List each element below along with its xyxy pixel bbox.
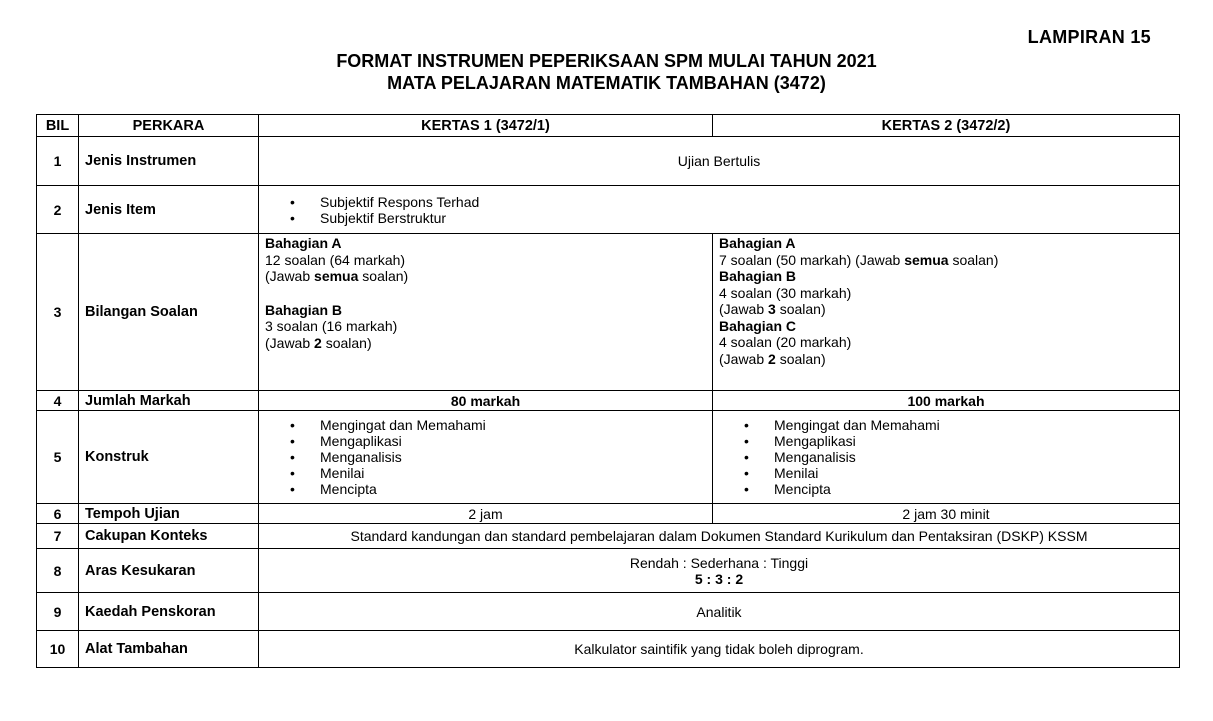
list-item: • Subjektif Berstruktur <box>265 210 1173 226</box>
section-instruction: (Jawab 3 soalan) <box>719 301 826 317</box>
list-item: • Mengingat dan Memahami <box>265 417 706 433</box>
table-header-row <box>37 115 1180 137</box>
list-item: • Mengingat dan Memahami <box>719 417 1173 433</box>
row-number: 6 <box>37 504 79 524</box>
list-item: • Mengaplikasi <box>265 433 706 449</box>
construct-list <box>719 417 1173 497</box>
list-item: • Mengaplikasi <box>719 433 1173 449</box>
row-label: Aras Kesukaran <box>79 549 259 593</box>
section-instruction: (Jawab 2 soalan) <box>719 350 826 367</box>
row-number: 10 <box>37 631 79 668</box>
header-kertas2: KERTAS 2 (3472/2) <box>713 115 1180 137</box>
section-detail: 3 soalan (16 markah) <box>265 318 398 334</box>
row-label: Kaedah Penskoran <box>79 593 259 631</box>
table-row <box>37 504 1180 524</box>
row-label: Jumlah Markah <box>79 391 259 411</box>
section-instruction: (Jawab 2 soalan) <box>265 334 372 351</box>
section-heading: Bahagian C <box>719 317 797 334</box>
section-detail: 12 soalan (64 markah) <box>265 251 406 268</box>
row-number: 2 <box>37 186 79 234</box>
exam-format-table <box>36 114 1180 668</box>
difficulty-level-value <box>259 549 1180 593</box>
list-item: • Menganalisis <box>719 449 1173 465</box>
kertas2-question-count <box>713 234 1180 391</box>
table-row <box>37 549 1180 593</box>
scoring-method-value: Analitik <box>259 593 1180 631</box>
list-item: • Subjektif Respons Terhad <box>265 194 1173 210</box>
kertas2-total-marks: 100 markah <box>713 391 1180 411</box>
row-number: 4 <box>37 391 79 411</box>
kertas1-question-count <box>259 234 713 391</box>
item-type-list <box>265 194 1173 226</box>
section-heading: Bahagian B <box>265 301 343 318</box>
appendix-label: LAMPIRAN 15 <box>1027 27 1151 47</box>
table-row <box>37 411 1180 504</box>
section-heading: Bahagian A <box>719 235 796 251</box>
kertas1-total-marks: 80 markah <box>259 391 713 411</box>
section-detail: 4 soalan (20 markah) <box>719 334 852 350</box>
row-label: Jenis Instrumen <box>79 137 259 186</box>
additional-tools-value: Kalkulator saintifik yang tidak boleh diprogram. <box>259 631 1180 668</box>
kertas1-duration: 2 jam <box>259 504 713 524</box>
section-heading: Bahagian A <box>265 235 342 251</box>
item-type-cell <box>259 186 1180 234</box>
header-kertas1: KERTAS 1 (3472/1) <box>259 115 713 137</box>
difficulty-labels: Rendah : Sederhana : Tinggi <box>629 554 809 571</box>
row-label: Bilangan Soalan <box>79 234 259 391</box>
kertas2-duration: 2 jam 30 minit <box>713 504 1180 524</box>
row-label: Alat Tambahan <box>79 631 259 668</box>
row-number: 9 <box>37 593 79 631</box>
table-row <box>37 234 1180 391</box>
table-row <box>37 524 1180 549</box>
row-number: 1 <box>37 137 79 186</box>
table-row <box>37 593 1180 631</box>
row-number: 5 <box>37 411 79 504</box>
table-row <box>37 391 1180 411</box>
row-label: Jenis Item <box>79 186 259 234</box>
document-title <box>0 50 1213 94</box>
title-line-2: MATA PELAJARAN MATEMATIK TAMBAHAN (3472) <box>387 73 826 93</box>
row-label: Tempoh Ujian <box>79 504 259 524</box>
section-heading: Bahagian B <box>719 268 797 284</box>
list-item: • Mencipta <box>719 481 1173 497</box>
row-number: 3 <box>37 234 79 391</box>
table-row <box>37 631 1180 668</box>
section-detail: 7 soalan (50 markah) (Jawab semua soalan) <box>719 251 999 268</box>
context-scope-value: Standard kandungan dan standard pembelajaran dalam Dokumen Standard Kurikulum dan Pentaksiran (DSKP) KSSM <box>259 524 1180 549</box>
row-number: 7 <box>37 524 79 549</box>
header-perkara: PERKARA <box>79 115 259 137</box>
section-detail: 4 soalan (30 markah) <box>719 284 852 301</box>
row-label: Konstruk <box>79 411 259 504</box>
list-item: • Menilai <box>265 465 706 481</box>
list-item: • Menilai <box>719 465 1173 481</box>
row-number: 8 <box>37 549 79 593</box>
section-instruction: (Jawab semua soalan) <box>265 268 409 284</box>
list-item: • Menganalisis <box>265 449 706 465</box>
difficulty-ratio: 5 : 3 : 2 <box>694 570 744 587</box>
kertas1-construct <box>259 411 713 504</box>
table-row <box>37 137 1180 186</box>
kertas2-construct <box>713 411 1180 504</box>
header-bil: BIL <box>37 115 79 137</box>
list-item: • Mencipta <box>265 481 706 497</box>
table-row <box>37 186 1180 234</box>
construct-list <box>265 417 706 497</box>
instrument-type-value: Ujian Bertulis <box>259 137 1180 186</box>
title-line-1: FORMAT INSTRUMEN PEPERIKSAAN SPM MULAI TAHUN 2021 <box>336 51 877 71</box>
row-label: Cakupan Konteks <box>79 524 259 549</box>
